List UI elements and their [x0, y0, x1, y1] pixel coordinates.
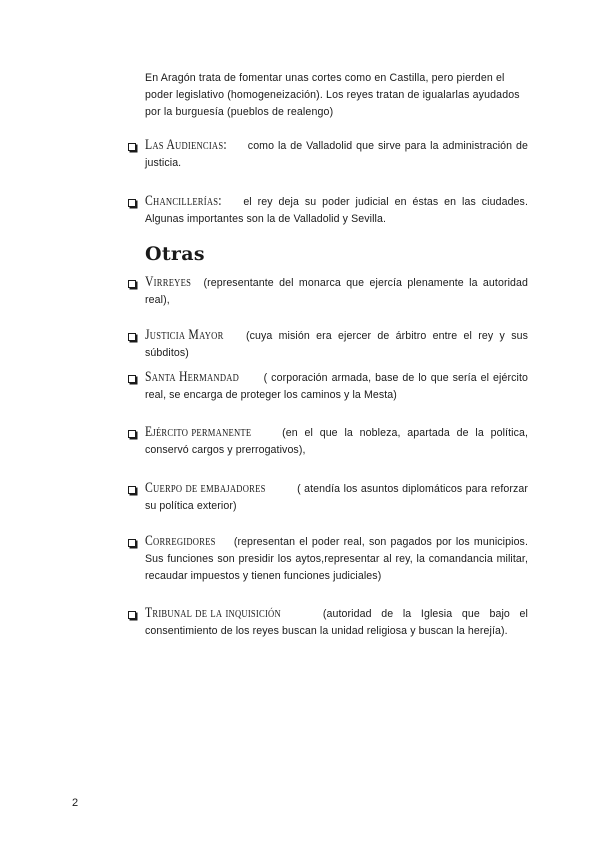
checkbox-bullet-icon: [128, 430, 136, 438]
checkbox-bullet-icon: [128, 333, 136, 341]
checkbox-bullet-icon: [128, 611, 136, 619]
item-term: Santa Hermandad: [145, 369, 240, 385]
item-text: (representante del monarca que ejercía plenamente la autoridad real),: [145, 277, 528, 306]
list-item: [128, 424, 528, 459]
checkbox-bullet-icon: [128, 375, 136, 383]
intro-line: por la burguesía (pueblos de realengo): [145, 106, 334, 118]
checkbox-bullet-icon: [128, 486, 136, 494]
checkbox-bullet-icon: [128, 280, 136, 288]
intro-line: En Aragón trata de fomentar unas cortes como en Castilla, pero pierden el: [145, 72, 505, 84]
page-number: 2: [72, 797, 79, 809]
item-text: (en el que la nobleza, apartada de la política, conservó cargos y prerrogativos),: [145, 427, 528, 456]
list-item: [128, 605, 528, 640]
item-term: Cuerpo de embajadores: [145, 480, 266, 496]
list-item: [128, 480, 528, 515]
item-text: ( corporación armada, base de lo que sería el ejército real, se encarga de proteger los caminos y la Mesta): [145, 372, 528, 401]
list-item: [128, 369, 528, 404]
item-text: el rey deja su poder judicial en éstas en las ciudades. Algunas importantes son la de Valladolid y Sevilla.: [145, 196, 528, 225]
list-item: [128, 327, 528, 362]
list-item: [128, 533, 528, 585]
item-term: Ejército permanente: [145, 424, 252, 440]
item-text: como la de Valladolid que sirve para la administración de justicia.: [145, 140, 529, 169]
item-text: (autoridad de la Iglesia que bajo el consentimiento de los reyes buscan la unidad religiosa y buscan la herejía).: [145, 608, 528, 637]
intro-paragraph: [145, 70, 530, 121]
item-term: Justicia Mayor: [145, 327, 224, 343]
list-item: [128, 274, 528, 309]
item-text: (representan el poder real, son pagados por los municipios. Sus funciones son presidir los aytos,representar al rey, la comandancia militar, recaudar impuestos y tienen funciones judiciales): [145, 536, 528, 582]
checkbox-bullet-icon: [128, 539, 136, 547]
checkbox-bullet-icon: [128, 199, 136, 207]
list-item: [128, 193, 528, 228]
section-heading: Otras: [145, 243, 205, 265]
item-text: ( atendía los asuntos diplomáticos para reforzar su política exterior): [145, 483, 529, 512]
list-item: [128, 137, 528, 172]
checkbox-bullet-icon: [128, 143, 136, 151]
item-term: Las Audiencias:: [145, 137, 227, 153]
item-term: Chancillerías:: [145, 193, 222, 209]
item-term: Tribunal de la inquisición: [145, 605, 281, 621]
item-text: (cuya misión era ejercer de árbitro entre el rey y sus súbditos): [145, 330, 528, 359]
item-term: Corregidores: [145, 533, 216, 549]
item-term: Virreyes: [145, 274, 192, 290]
intro-line: poder legislativo (homogeneización). Los reyes tratan de igualarlas ayudados: [145, 89, 520, 101]
